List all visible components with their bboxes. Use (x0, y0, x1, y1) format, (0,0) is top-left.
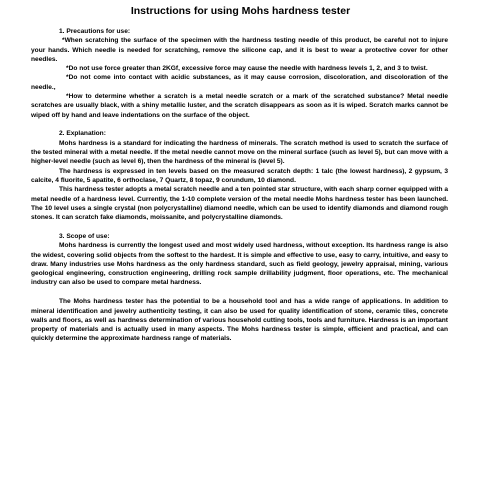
section-heading: 2. Explanation: (59, 130, 106, 138)
spacer (31, 288, 448, 298)
section-scope-of-use (31, 232, 448, 344)
section-precautions (31, 27, 448, 120)
document-page (31, 4, 448, 344)
spacer (31, 120, 448, 130)
paragraph: *Do not use force greater than 2KGf, excessive force may cause the needle with hardness levels 1, 2, and 3 to twist. (66, 65, 428, 73)
spacer (31, 222, 448, 232)
spacer (31, 18, 448, 27)
paragraph: The Mohs hardness tester has the potential to be a household tool and has a wide range of applications. In addition to mineral identification and jewelry authenticity testing, it can also be used for quality identification of stone, ceramic tiles, concrete walls and floors, as well as hardness determination of various household cutting tools, tools and furniture. Hardness is an important property of materials and is actually used in many aspects. The Mohs hardness tester is simple, efficient and practical, and can quickly determine the approximate hardness range of materials. (31, 298, 448, 343)
paragraph: Mohs hardness is a standard for indicating the hardness of minerals. The scratch method is used to scratch the surface of the tested mineral with a metal needle. If the metal needle cannot move on the mineral surface (such as level 5), but can move with a higher-level needle (such as level 6), then the hardness of the mineral is (level 5). (31, 139, 448, 166)
paragraph: *When scratching the surface of the specimen with the hardness testing needle of this product, be careful not to injure your hands. Which needle is needed for scratching, remove the silicone cap, and it is best to wear a protective cover for other needles. (31, 37, 448, 63)
paragraph: Mohs hardness is currently the longest used and most widely used hardness, without exception. Its hardness range is also the widest, covering solid objects from the softest to the hardest. It is simple and effective to use, easy to carry, intuitive, and easy to draw. Many industries use Mohs hardness as the only hardness standard, such as field geology, jewelry appraisal, mining, various geological engineering, construction engineering, drilling rock sample drillability judgment, floor operations, etc. The mechanical industry can also be used to compare metal hardness. (31, 242, 448, 287)
document-title: Instructions for using Mohs hardness tester (130, 5, 351, 17)
section-explanation (31, 129, 448, 222)
section-heading: 3. Scope of use: (59, 232, 110, 240)
paragraph: The hardness is expressed in ten levels based on the measured scratch depth: 1 talc (the lowest hardness), 2 gypsum, 3 calcite, 4 fluorite, 5 apatite, 6 orthoclase, 7 Quartz, 8 topaz, 9 corundum, 10 diamond. (31, 167, 448, 184)
paragraph: This hardness tester adopts a metal scratch needle and a ten pointed star structure, with each sharp corner equipped with a metal needle of a hardness level. Currently, the 1-10 complete version of the metal needle Mohs hardness tester has been launched. The 10 level uses a single crystal (non polycrystalline) diamond needle, which can be used to identify diamonds and diamond rough stones. It can scratch fake diamonds, moissanite, and polycrystalline diamonds. (31, 186, 448, 222)
paragraph: *How to determine whether a scratch is a metal needle scratch or a mark of the scratched substance? Metal needle scratches are usually black, with a shiny metallic luster, and the scratch disappears as soon as it is wiped. Scratch marks cannot be wiped off by hand and leave indentations on the surface of the object. (31, 93, 448, 119)
paragraph: *Do not come into contact with acidic substances, as it may cause corrosion, discoloration, and discoloration of the needle., (31, 74, 448, 91)
section-heading: 1. Precautions for use: (59, 28, 131, 35)
